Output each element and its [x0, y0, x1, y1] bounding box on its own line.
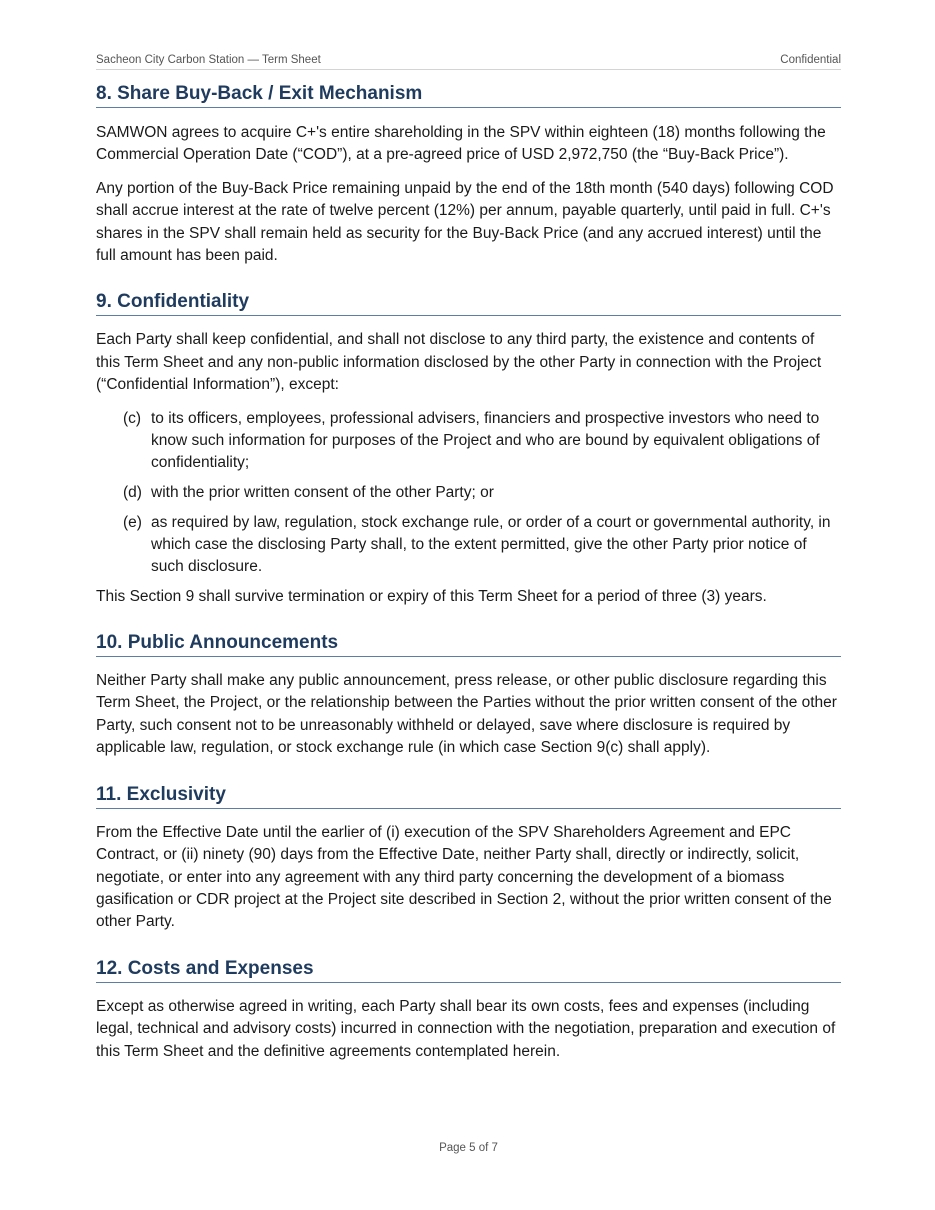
section-11-paragraph-1: From the Effective Date until the earlier of (i) execution of the SPV Shareholders Agreement and EPC Contract, or (ii) ninety (90) days from the Effective Date, neither Party shall, directly or indirectly, solicit, negotiate, or enter into any agreement with any third party concerning the development of a biomass gasification or CDR project at the Project site described in Section 2, without the prior written consent of the other Party.	[96, 823, 832, 931]
list-item	[96, 512, 841, 578]
list-item-text: with the prior written consent of the other Party; or	[151, 483, 494, 501]
section-10-paragraph-1: Neither Party shall make any public announcement, press release, or other public disclosure regarding this Term Sheet, the Project, or the relationship between the Parties without the prior written consent of the other Party, such consent not to be unreasonably withheld or delayed, save where disclosure is required by applicable law, regulation, or stock exchange rule (in which case Section 9(c) shall apply).	[96, 672, 837, 757]
section-12	[96, 958, 841, 1063]
list-item-text: as required by law, regulation, stock exchange rule, or order of a court or governmental authority, in which case the disclosing Party shall, to the extent permitted, give the other Party prior notice of such disclosure.	[151, 513, 831, 575]
list-item-text: to its officers, employees, professional advisers, financiers and prospective investors who need to know such information for purposes of the Project and who are bound by equivalent obligations of confidentiality;	[151, 409, 820, 471]
list-item	[96, 482, 841, 504]
header-document-title: Sacheon City Carbon Station — Term Sheet	[96, 54, 321, 66]
section-8-heading: 8. Share Buy-Back / Exit Mechanism	[96, 83, 841, 108]
section-9-heading: 9. Confidentiality	[96, 291, 841, 316]
section-9-paragraph-2: This Section 9 shall survive termination or expiry of this Term Sheet for a period of three (3) years.	[96, 587, 767, 605]
section-8-paragraph-1: SAMWON agrees to acquire C+'s entire shareholding in the SPV within eighteen (18) months following the Commercial Operation Date (“COD”), at a pre-agreed price of USD 2,972,750 (the “Buy-Back Price”).	[96, 124, 826, 164]
section-10	[96, 632, 841, 760]
section-12-paragraph-1: Except as otherwise agreed in writing, each Party shall bear its own costs, fees and expenses (including legal, technical and advisory costs) incurred in connection with the negotiation, preparation and execution of this Term Sheet and the definitive agreements contemplated herein.	[96, 997, 836, 1060]
section-9-paragraph-1: Each Party shall keep confidential, and shall not disclose to any third party, the existence and contents of this Term Sheet and any non-public information disclosed by the other Party in connection with the Project (“Confidential Information”), except:	[96, 331, 822, 394]
section-8	[96, 83, 841, 267]
running-header	[96, 53, 841, 70]
section-10-heading: 10. Public Announcements	[96, 632, 841, 657]
section-8-paragraph-2: Any portion of the Buy-Back Price remaining unpaid by the end of the 18th month (540 days) following COD shall accrue interest at the rate of twelve percent (12%) per annum, payable quarterly, until paid in full. C+'s shares in the SPV shall remain held as security for the Buy-Back Price (and any accrued interest) until the full amount has been paid.	[96, 179, 834, 265]
header-confidential-label: Confidential	[780, 54, 841, 66]
section-9	[96, 291, 841, 608]
list-item-marker: (e)	[123, 513, 142, 531]
section-12-heading: 12. Costs and Expenses	[96, 958, 841, 983]
page-number: Page 5 of 7	[439, 1142, 498, 1154]
section-11-heading: 11. Exclusivity	[96, 784, 841, 809]
section-9-exceptions-list	[96, 408, 841, 578]
list-item	[96, 408, 841, 474]
section-11	[96, 784, 841, 934]
list-item-marker: (d)	[123, 483, 142, 501]
document-body	[96, 83, 841, 1063]
list-item-marker: (c)	[123, 409, 142, 427]
